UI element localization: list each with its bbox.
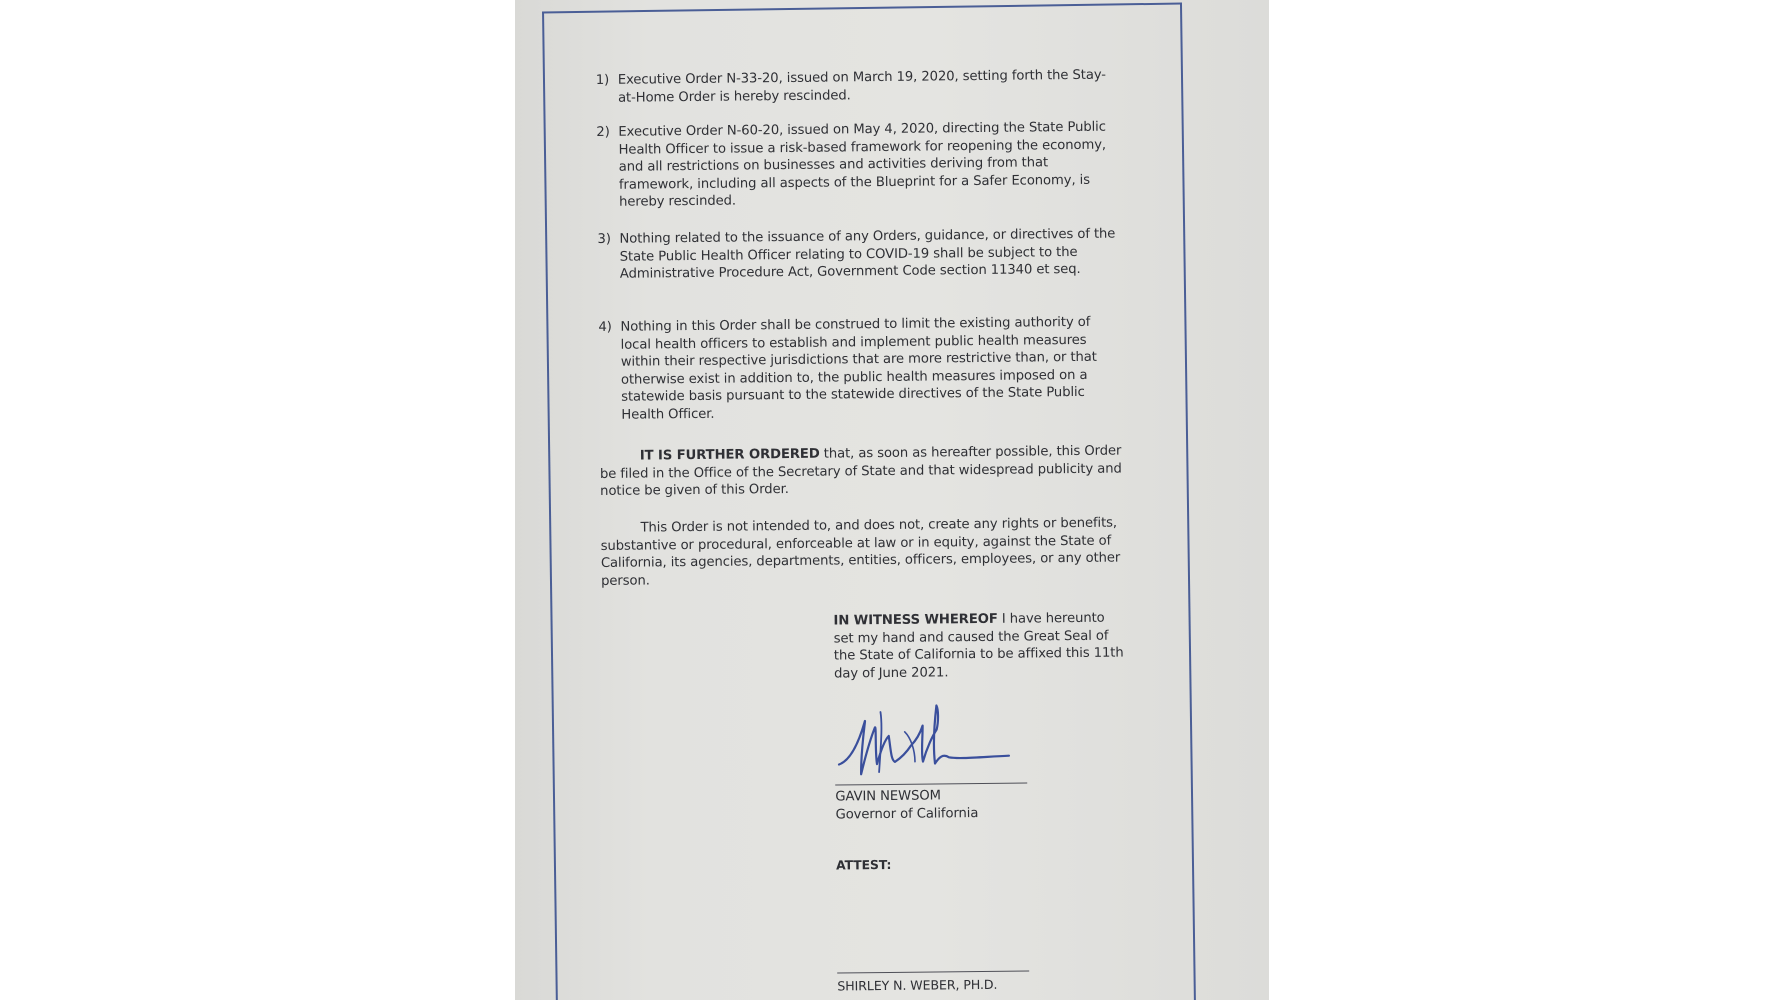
witness-text: I have hereunto set my hand and caused the Great Seal of the State of California to be affixed this 11th day of June 2021. <box>833 610 1124 682</box>
item-text: Executive Order N-60-20, issued on May 4, 2020, directing the State Public Health Officer to issue a risk-based framework for reopening the economy, and all restrictions on businesses and activities deriving from that framework, including all aspects of the Blueprint for a Safer Economy, is hereby rescinded. <box>618 119 1107 211</box>
further-ordered-paragraph <box>600 442 1131 500</box>
item-text: Executive Order N-33-20, issued on March 19, 2020, setting forth the Stay-at-Home Order is hereby rescinded. <box>617 67 1107 106</box>
further-ordered-lead: IT IS FURTHER ORDERED <box>639 446 820 464</box>
further-ordered-text: that, as soon as hereafter possible, this Order be filed in the Office of the Secretary of State and that widespread publicity and notice be given of this Order. <box>599 443 1122 500</box>
document-body <box>595 0 1205 1000</box>
witness-lead: IN WITNESS WHEREOF <box>833 611 998 629</box>
signer-title: Governor of California <box>835 806 979 823</box>
attest-label: ATTEST: <box>835 856 892 873</box>
order-item-3 <box>597 226 1117 282</box>
item-text: Nothing in this Order shall be construed to limit the existing authority of local health officers to establish and implement public health measures within their respective jurisdictions that are more restrictive than, or that otherwise exist in addition to, the public health measures imposed on a statewide basis pursuant to the statewide directives of the State Public Health Officer. <box>620 314 1097 423</box>
attest-name: SHIRLEY N. WEBER, PH.D. <box>837 976 998 994</box>
witness-paragraph <box>833 610 1124 683</box>
document-photo <box>515 0 1269 1000</box>
governor-signature <box>830 700 1031 790</box>
order-item-1 <box>595 67 1116 106</box>
item-number: 2) <box>596 124 610 140</box>
order-item-2 <box>596 119 1116 211</box>
order-item-4 <box>598 314 1118 423</box>
attest-signature-line <box>837 971 1029 974</box>
item-number: 3) <box>597 231 611 247</box>
item-text: Nothing related to the issuance of any Orders, guidance, or directives of the State Public Health Officer relating to COVID-19 shall be subject to the Administrative Procedure Act, Government Code section 11340 et seq. <box>619 226 1116 282</box>
not-intended-paragraph: This Order is not intended to, and does not, create any rights or benefits, substantive or procedural, enforceable at law or in equity, against the State of California, its agencies, departments, entities, officers, employees, or any other person. <box>600 515 1121 589</box>
item-number: 4) <box>598 319 612 335</box>
item-number: 1) <box>595 72 610 88</box>
signer-name: GAVIN NEWSOM <box>835 788 941 805</box>
